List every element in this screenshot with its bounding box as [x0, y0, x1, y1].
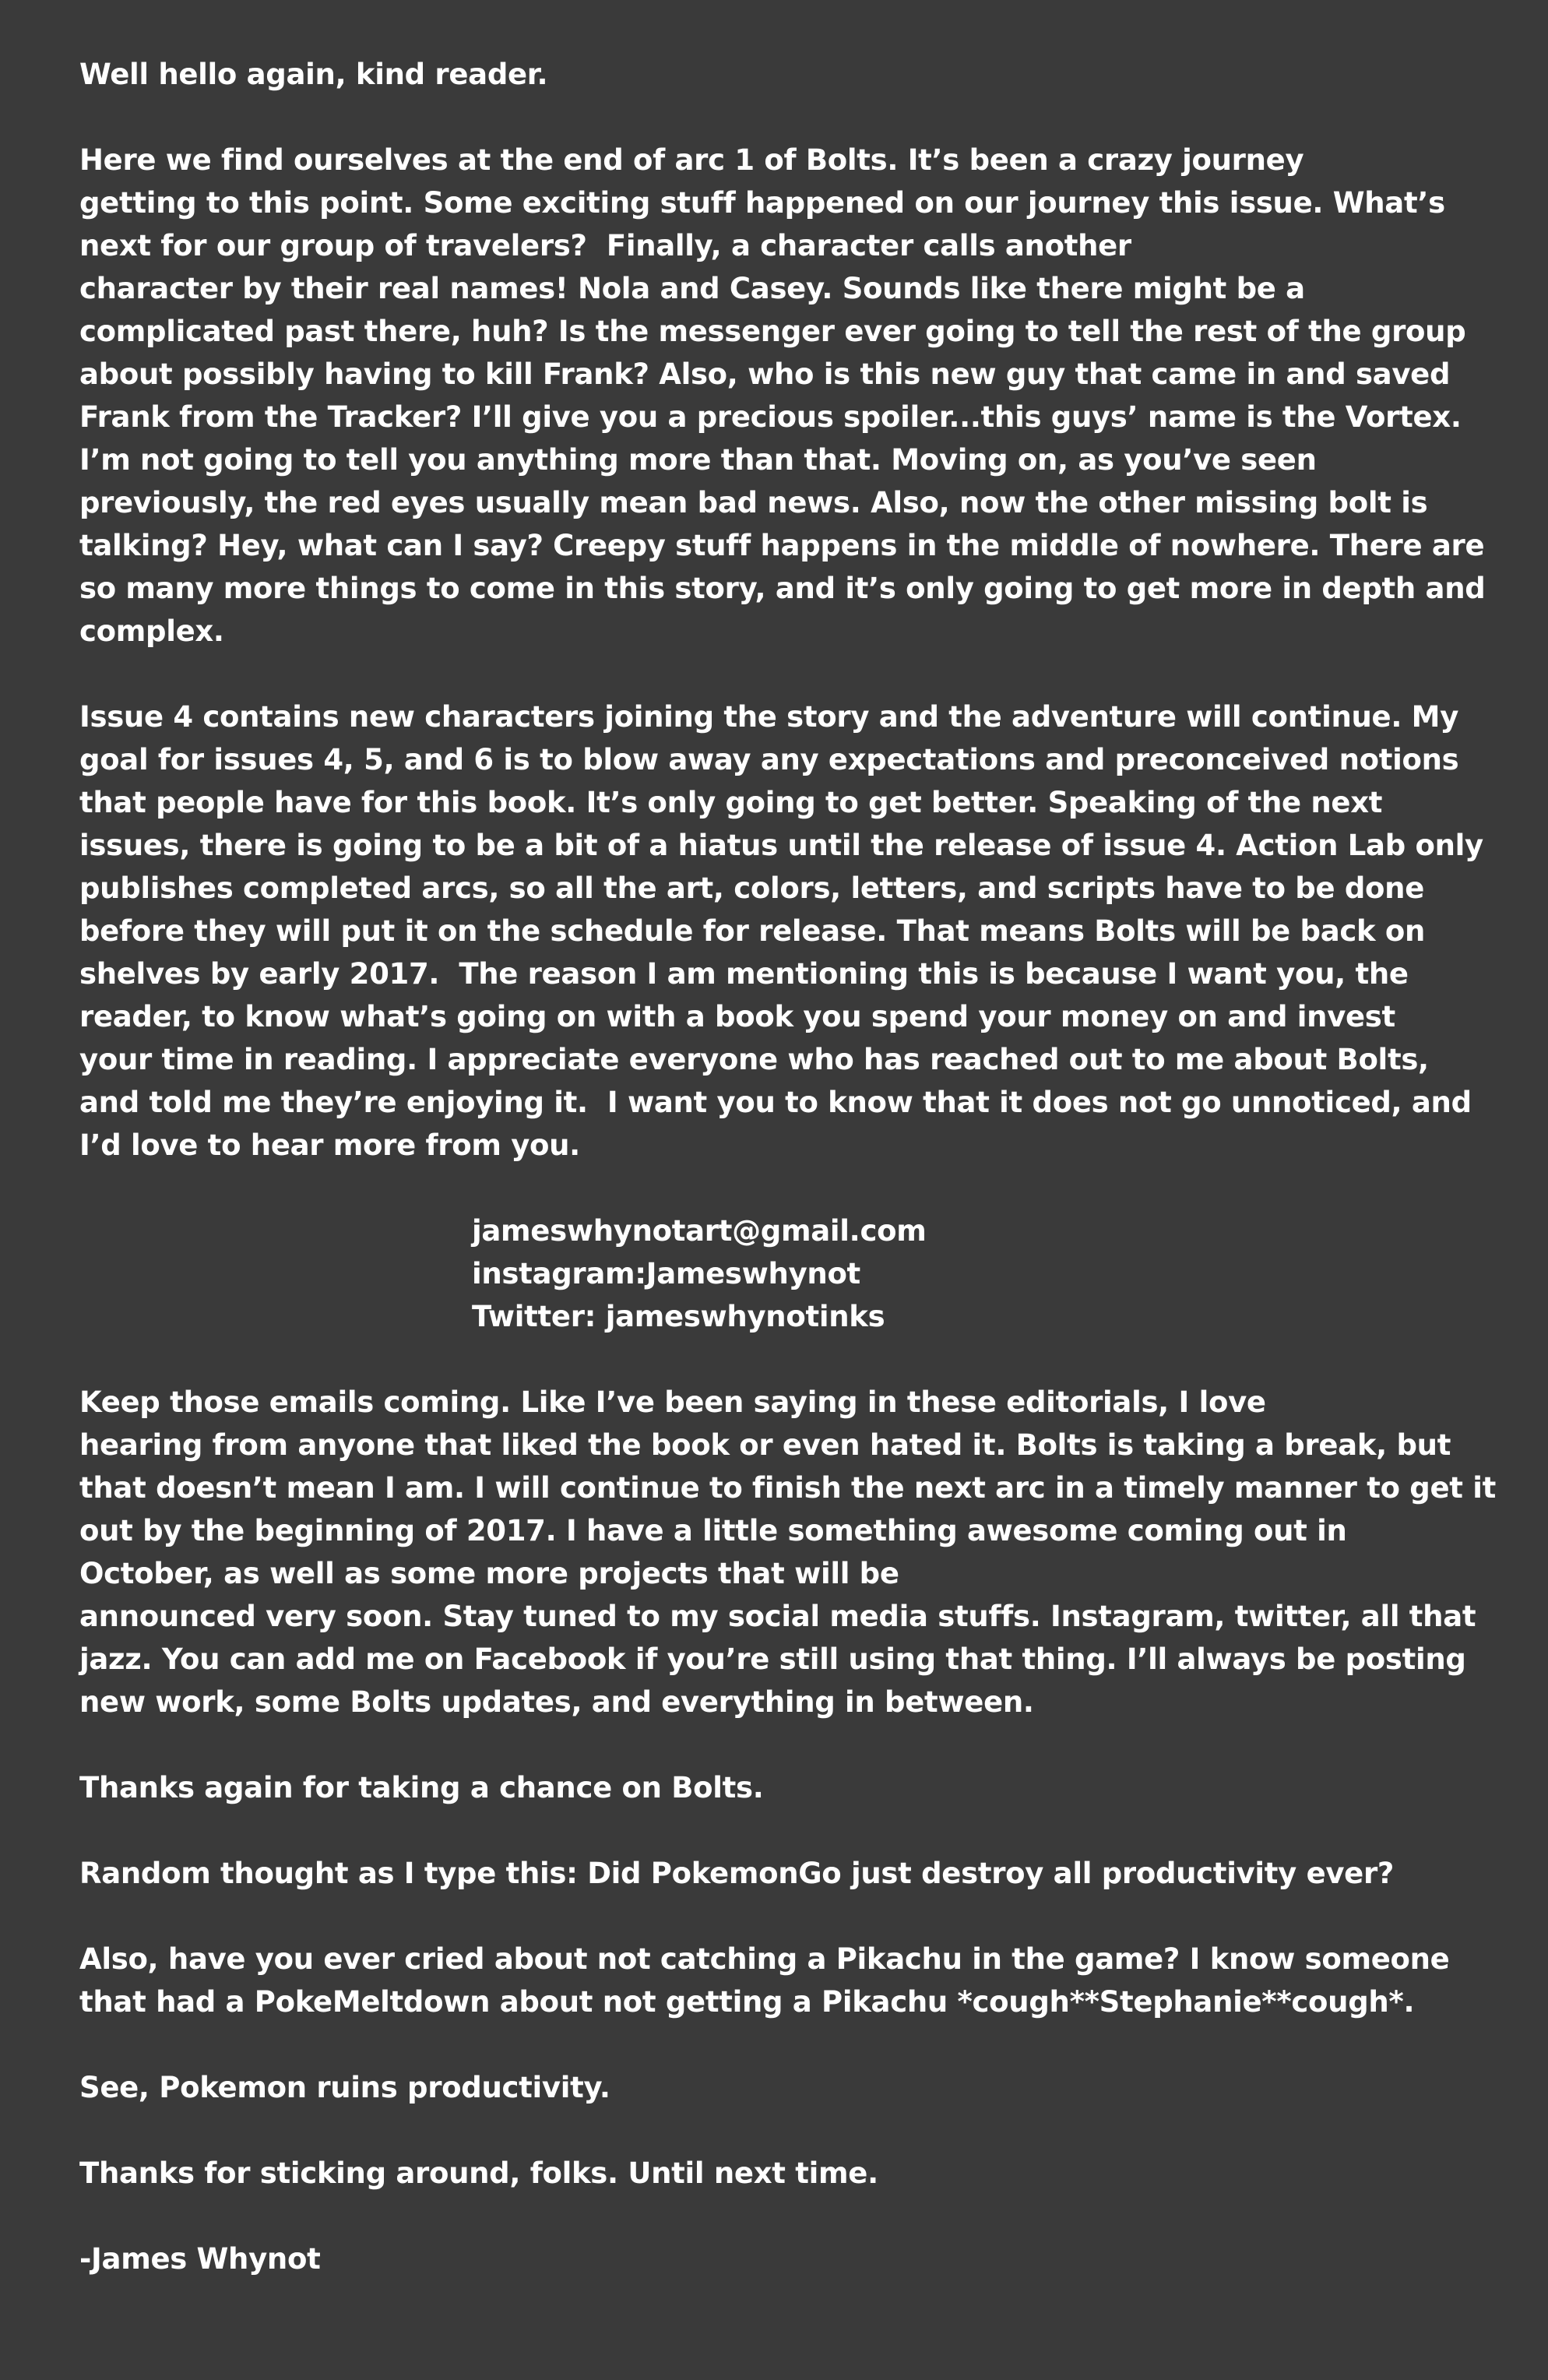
- paragraph-line: hearing from anyone that liked the book or even hated it. Bolts is taking a break, but: [79, 1428, 1451, 1462]
- paragraph-gap: [79, 96, 1472, 139]
- paragraph-gap: [79, 1723, 1472, 1766]
- paragraph-line: before they will put it on the schedule for release. That means Bolts will be back on: [79, 914, 1426, 948]
- paragraph-line: Frank from the Tracker? I’ll give you a precious spoiler...this guys’ name is the Vortex.: [79, 400, 1462, 434]
- contact-email: jameswhynotart@gmail.com: [472, 1214, 927, 1248]
- paragraph-line: announced very soon. Stay tuned to my social media stuffs. Instagram, twitter, all that: [79, 1600, 1476, 1633]
- paragraph-line: issues, there is going to be a bit of a hiatus until the release of issue 4. Action Lab only: [79, 829, 1483, 862]
- paragraph-line: previously, the red eyes usually mean bad news. Also, now the other missing bolt is: [79, 486, 1428, 519]
- paragraph-line: Here we find ourselves at the end of arc 1 of Bolts. It’s been a crazy journey: [79, 143, 1304, 177]
- paragraph-arc-end: [79, 139, 1486, 653]
- paragraph-line: about possibly having to kill Frank? Also, who is this new guy that came in and saved: [79, 357, 1451, 391]
- paragraph-line: out by the beginning of 2017. I have a little something awesome coming out in: [79, 1514, 1347, 1547]
- paragraph-line: I’m not going to tell you anything more than that. Moving on, as you’ve seen: [79, 443, 1317, 477]
- paragraph-line: publishes completed arcs, so all the art, colors, letters, and scripts have to be done: [79, 871, 1424, 905]
- paragraph-line: your time in reading. I appreciate everyone who has reached out to me about Bolts,: [79, 1043, 1429, 1076]
- paragraph-line: that people have for this book. It’s only going to get better. Speaking of the next: [79, 786, 1383, 819]
- paragraph-gap: [79, 2023, 1472, 2066]
- paragraph-line: shelves by early 2017. The reason I am mentioning this is because I want you, the: [79, 957, 1409, 991]
- paragraph-gap: [79, 1167, 1472, 1209]
- paragraph-gap: [79, 653, 1472, 695]
- paragraph-line: goal for issues 4, 5, and 6 is to blow away any expectations and preconceived notions: [79, 743, 1459, 776]
- paragraph-gap: [79, 2109, 1472, 2152]
- paragraph-line: jazz. You can add me on Facebook if you’re still using that thing. I’ll always be posting: [79, 1642, 1466, 1676]
- paragraph-keep-emails: [79, 1381, 1496, 1723]
- paragraph-line: October, as well as some more projects that will be: [79, 1557, 899, 1590]
- paragraph-line: getting to this point. Some exciting stuff happened on our journey this issue. What’s: [79, 186, 1445, 220]
- paragraph-gap: [79, 2195, 1472, 2237]
- paragraph-line: and told me they’re enjoying it. I want you to know that it does not go unnoticed, and: [79, 1086, 1472, 1119]
- ruins-line: See, Pokemon ruins productivity.: [79, 2071, 610, 2104]
- paragraph-line: that doesn’t mean I am. I will continue to finish the next arc in a timely manner to get it: [79, 1471, 1496, 1505]
- paragraph-line: talking? Hey, what can I say? Creepy stuff happens in the middle of nowhere. There are: [79, 529, 1485, 562]
- contact-block: [79, 1209, 1472, 1338]
- paragraph-pikachu: [79, 1938, 1472, 2023]
- paragraph-line: that had a PokeMeltdown about not getting a Pikachu *cough**Stephanie**cough*.: [79, 1985, 1415, 2019]
- signature: -James Whynot: [79, 2242, 321, 2276]
- paragraph-line: Issue 4 contains new characters joining the story and the adventure will continue. My: [79, 700, 1459, 734]
- thanks-line: Thanks again for taking a chance on Bolts.: [79, 1771, 764, 1804]
- paragraph-line: complicated past there, huh? Is the messenger ever going to tell the rest of the group: [79, 315, 1466, 348]
- paragraph-issue-4: [79, 695, 1483, 1167]
- paragraph-line: next for our group of travelers? Finally, a character calls another: [79, 229, 1131, 262]
- paragraph-line: reader, to know what’s going on with a book you spend your money on and invest: [79, 1000, 1395, 1033]
- paragraph-gap: [79, 1809, 1472, 1852]
- paragraph-line: Keep those emails coming. Like I’ve been saying in these editorials, I love: [79, 1385, 1266, 1419]
- paragraph-gap: [79, 1895, 1472, 1938]
- contact-instagram: instagram:Jameswhynot: [472, 1257, 860, 1290]
- paragraph-line: character by their real names! Nola and Casey. Sounds like there might be a: [79, 272, 1305, 305]
- random-thought-line: Random thought as I type this: Did PokemonGo just destroy all productivity ever?: [79, 1857, 1395, 1890]
- paragraph-line: Also, have you ever cried about not catching a Pikachu in the game? I know someone: [79, 1942, 1450, 1976]
- paragraph-line: so many more things to come in this story, and it’s only going to get more in depth and: [79, 572, 1486, 605]
- contact-twitter: Twitter: jameswhynotinks: [472, 1300, 885, 1333]
- paragraph-line: new work, some Bolts updates, and everything in between.: [79, 1685, 1034, 1719]
- closing-line: Thanks for sticking around, folks. Until next time.: [79, 2156, 878, 2190]
- paragraph-line: complex.: [79, 614, 224, 648]
- paragraph-gap: [79, 1338, 1472, 1381]
- paragraph-line: I’d love to hear more from you.: [79, 1128, 580, 1162]
- greeting: Well hello again, kind reader.: [79, 58, 548, 91]
